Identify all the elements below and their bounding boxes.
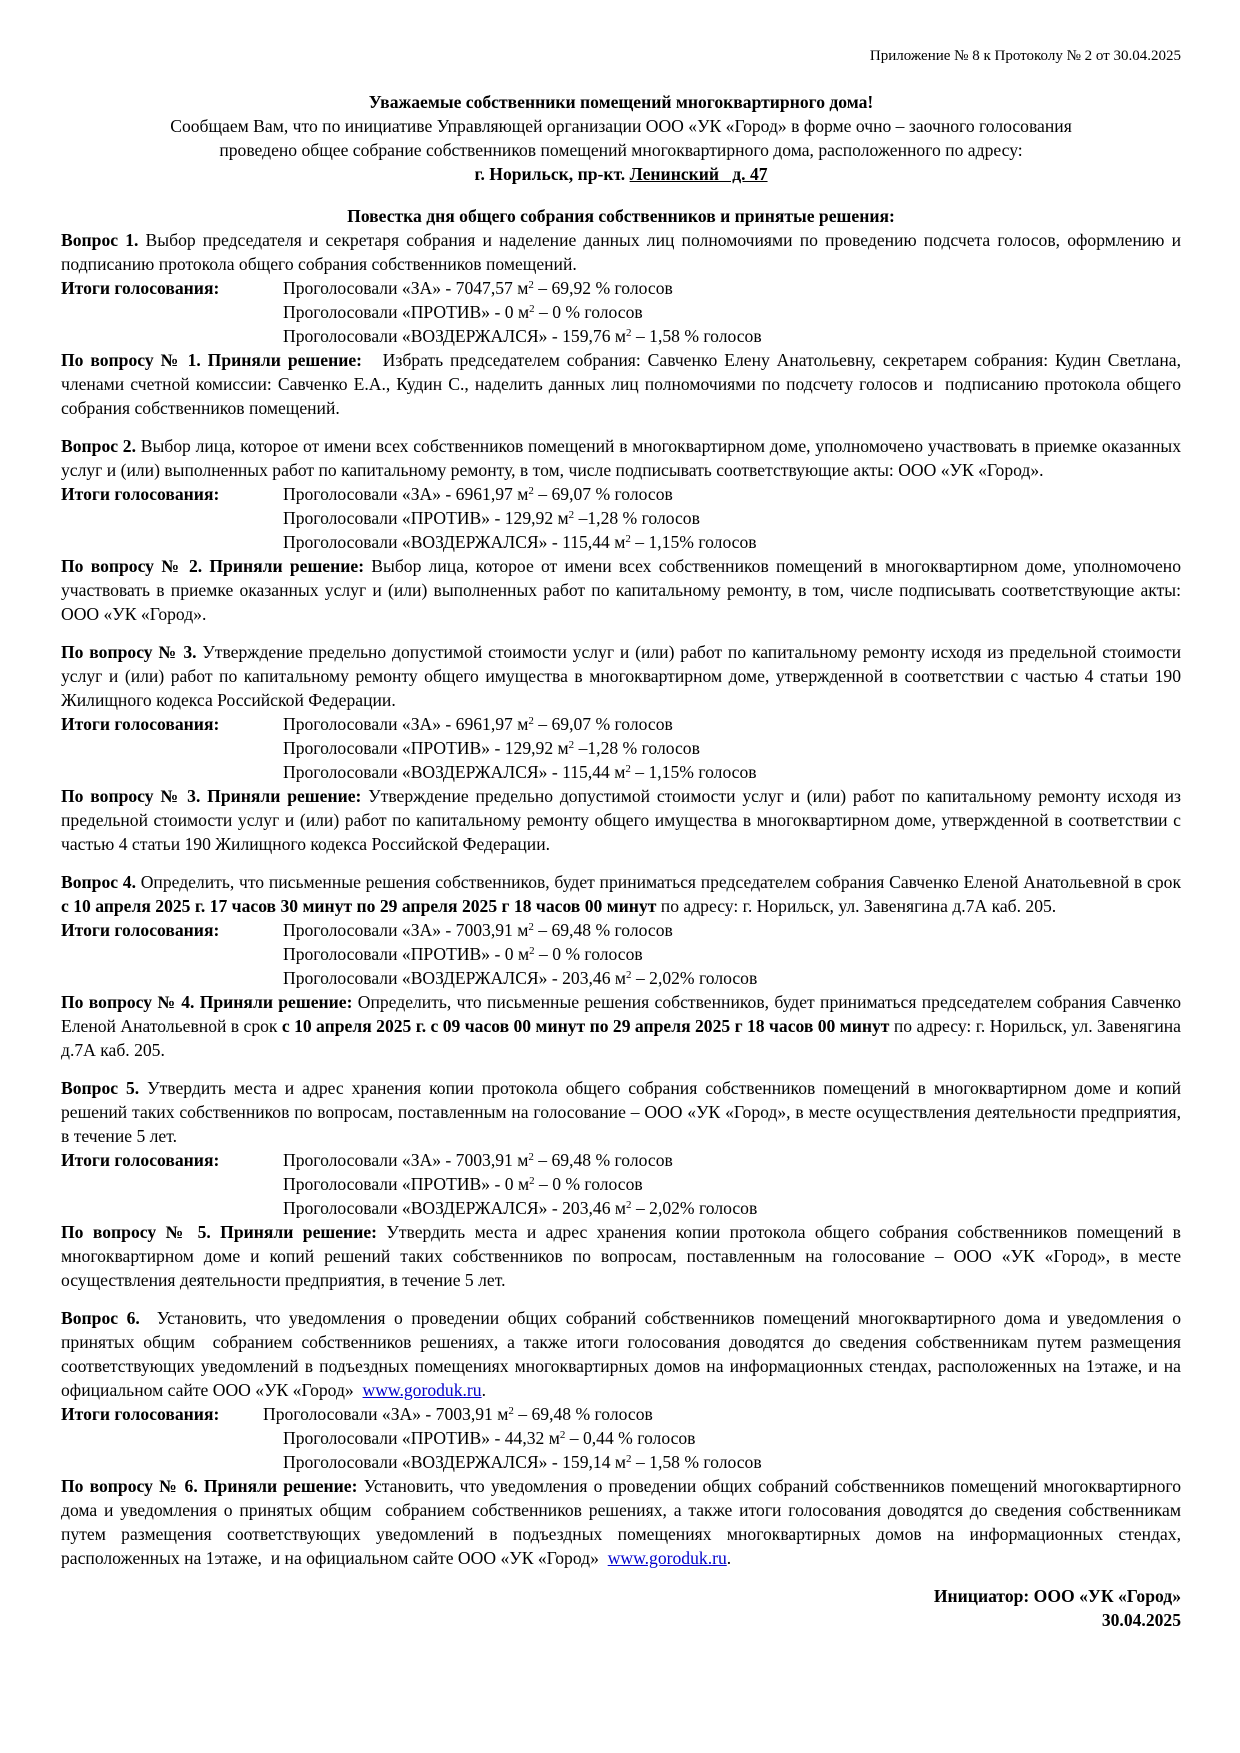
- question-4-results: [61, 918, 1181, 942]
- initiator: Инициатор: ООО «УК «Город»: [933, 1586, 1181, 1606]
- results-label: Итоги голосования:: [61, 484, 220, 504]
- question-5-decision: По вопросу № 5. Приняли решение: Утвердить места и адрес хранения копии протокола общего собрания собственников помещений в многоквартирном доме и копий решений таких собственников по вопросам, поставленным на голосование – ООО «УК «Город», в месте осуществления деятельности предприятия, в течение 5 лет.: [61, 1222, 1181, 1290]
- question-3-decision: По вопросу № 3. Приняли решение: Утверждение предельно допустимой стоимости услуг и (или) работ по капитальному ремонту исходя из предельной стоимости услуг и (или) работ по капитальному ремонту общего имущества в многоквартирном доме, утвержденной в соответствии с частью 4 статьи 190 Жилищного кодекса Российской Федерации.: [61, 786, 1182, 854]
- address-prefix: г. Норильск, пр-кт.: [474, 164, 626, 184]
- question-3-text: Утверждение предельно допустимой стоимости услуг и (или) работ по капитальному ремонту исходя из предельной стоимости услуг и (или) работ по капитальному ремонту общего имущества в многоквартирном доме, утвержденной в соответствии с частью 4 статьи 190 Жилищного кодекса Российской Федерации.: [61, 642, 1181, 710]
- question-3: [61, 640, 1181, 856]
- vote-abstain: Проголосовали «ВОЗДЕРЖАЛСЯ» - 159,76 $м^2 - 1,58$ % голосов: [283, 326, 762, 346]
- vote-for: Проголосовали «ЗА» - 6961,97 $м^2 - 69,07$ % голосов: [283, 714, 673, 734]
- intro-line-2: проведено общее собрание собственников помещений многоквартирного дома, расположенного по адресу:: [219, 140, 1023, 160]
- question-5-results: [61, 1148, 1181, 1172]
- vote-for: Проголосовали «ЗА» - 7003,91 $м^2 - 69,48$ % голосов: [283, 920, 673, 940]
- vote-against: Проголосовали «ПРОТИВ» - 129,92 $м^2$ –1,28 % голосов: [283, 508, 700, 528]
- vote-against: Проголосовали «ПРОТИВ» - 0 $м^2 - 0$ % голосов: [283, 1174, 643, 1194]
- question-4-period: с 10 апреля 2025 г. 17 часов 30 минут по 29 апреля 2025 г 18 часов 00 минут: [61, 896, 657, 916]
- vote-against: Проголосовали «ПРОТИВ» - 129,92 $м^2$ –1,28 % голосов: [283, 738, 700, 758]
- vote-for: Проголосовали «ЗА» - 7003,91 $м^2 - 69,48$ % голосов: [263, 1404, 653, 1424]
- address-line: [61, 162, 1181, 186]
- question-2-decision: По вопросу № 2. Приняли решение: Выбор лица, которое от имени всех собственников помещений в многоквартирном доме, уполномочено участвовать в приемке оказанных услуг и (или) выполненных работ по капитальному ремонту, в том, числе подписывать соответствующие акты: ООО «УК «Город».: [61, 556, 1181, 624]
- question-4: Вопрос 4. Определить, что письменные решения собственников, будет приниматься председателем собрания Савченко Еленой Анатольевной в срок с 10 апреля 2025 г. 17 часов 30 минут по 29 апреля 2025 г 18 часов 00 минут по адресу: г. Норильск, ул. Завенягина д.7А каб. 205. Итоги голосования: Проголосовали «ЗА» - 7003,91 $м^2 - 69,48$ % голосов Проголосовали «ПРОТИВ» - 0 $м^2 - 0$ % голосов Проголосовали «ВОЗДЕРЖАЛСЯ» - 203,46 $м^2 - 2,02\%$ голосов По вопросу № 4. Приняли решение: Определить, что письменные решения собственников, будет приниматься председателем собрания Савченко Еленой Анатольевной в срок с 10 апреля 2025 г. с 09 часов 00 минут по 29 апреля 2025 г 18 часов 00 минут по адресу: г. Норильск, ул. Завенягина д.7А каб. 205.: [61, 872, 1181, 1060]
- website-link[interactable]: www.goroduk.ru: [607, 1548, 727, 1568]
- question-5-text: Утвердить места и адрес хранения копии протокола общего собрания собственников помещений в многоквартирном доме и копий решений таких собственников по вопросам, поставленным на голосование – ООО «УК «Город», в месте осуществления деятельности предприятия, в течение 5 лет.: [61, 1078, 1181, 1146]
- results-label: Итоги голосования:: [61, 278, 220, 298]
- question-3-label: По вопросу № 3.: [61, 642, 197, 662]
- vote-for: Проголосовали «ЗА» - 6961,97 $м^2 - 69,07$ % голосов: [283, 484, 673, 504]
- results-label: Итоги голосования:: [61, 714, 220, 734]
- vote-against: Проголосовали «ПРОТИВ» - 44,32 $м^2 - 0,44$ % голосов: [283, 1428, 696, 1448]
- question-2: [61, 434, 1181, 626]
- signature-date: 30.04.2025: [1101, 1610, 1181, 1630]
- document-content: [61, 46, 1186, 1632]
- question-4-label: Вопрос 4.: [61, 872, 136, 892]
- results-label: Итоги голосования:: [61, 1404, 220, 1424]
- question-1-results: [61, 276, 1181, 300]
- question-4-decision: По вопросу № 4. Приняли решение: Определить, что письменные решения собственников, будет приниматься председателем собрания Савченко Еленой Анатольевной в срок с 10 апреля 2025 г. с 09 часов 00 минут по 29 апреля 2025 г 18 часов 00 минут по адресу: г. Норильск, ул. Завенягина д.7А каб. 205.: [61, 992, 1181, 1060]
- question-6-decision: По вопросу № 6. Приняли решение: Установить, что уведомления о проведении общих собраний собственников помещений многоквартирного дома и уведомления о принятых общим собранием собственников решениях, а также итоги голосования доводятся до сведения собственникам путем размещения соответствующих уведомлений в подъездных помещениях многоквартирных домов на информационных стендах, расположенных на 1этаже, и на официальном сайте ООО «УК «Город» www.goroduk.ru.: [61, 1476, 1186, 1568]
- question-2-results: [61, 482, 1181, 506]
- question-2-text: Выбор лица, которое от имени всех собственников помещений в многоквартирном доме, уполномочено участвовать в приемке оказанных услуг и (или) выполненных работ по капитальному ремонту, в том, числе подписывать соответствующие акты: ООО «УК «Город».: [61, 436, 1181, 480]
- vote-for: Проголосовали «ЗА» - 7047,57 $м^2 - 69,92$ % голосов: [283, 278, 673, 298]
- question-6: Вопрос 6. Установить, что уведомления о проведении общих собраний собственников помещений многоквартирного дома и уведомления о принятых общим собранием собственников решениях, а также итоги голосования доводятся до сведения собственникам путем размещения соответствующих уведомлений в подъездных помещениях многоквартирных домов на информационных стендах, расположенных на 1этаже, и на официальном сайте ООО «УК «Город» www.goroduk.ru. Итоги голосования: Проголосовали «ЗА» - 7003,91 $м^2 - 69,48$ % голосов Проголосовали «ПРОТИВ» - 44,32 $м^2 - 0,44$ % голосов Проголосовали «ВОЗДЕРЖАЛСЯ» - 159,14 $м^2 - 1,58$ % голосов По вопросу № 6. Приняли решение: Установить, что уведомления о проведении общих собраний собственников помещений многоквартирного дома и уведомления о принятых общим собранием собственников решениях, а также итоги голосования доводятся до сведения собственникам путем размещения соответствующих уведомлений в подъездных помещениях многоквартирных домов на информационных стендах, расположенных на 1этаже, и на официальном сайте ООО «УК «Город» www.goroduk.ru.: [61, 1308, 1186, 1568]
- question-1: [61, 228, 1186, 420]
- vote-against: Проголосовали «ПРОТИВ» - 0 $м^2 - 0$ % голосов: [283, 302, 643, 322]
- results-label: Итоги голосования:: [61, 1150, 220, 1170]
- question-1-text: Выбор председателя и секретаря собрания и наделение данных лиц полномочиями по проведению подсчета голосов, оформлению и подписанию протокола общего собрания собственников помещений.: [61, 230, 1181, 274]
- intro-line-1: Сообщаем Вам, что по инициативе Управляющей организации ООО «УК «Город» в форме очно – заочного голосования: [170, 116, 1072, 136]
- vote-abstain: Проголосовали «ВОЗДЕРЖАЛСЯ» - 115,44 $м^2 - 1,15\%$ голосов: [283, 532, 757, 552]
- vote-abstain: Проголосовали «ВОЗДЕРЖАЛСЯ» - 115,44 $м^2 - 1,15\%$ голосов: [283, 762, 757, 782]
- question-1-label: Вопрос 1.: [61, 230, 139, 250]
- question-5: [61, 1076, 1181, 1292]
- signature-block: [61, 1584, 1181, 1632]
- question-2-label: Вопрос 2.: [61, 436, 136, 456]
- question-5-label: Вопрос 5.: [61, 1078, 140, 1098]
- vote-for: Проголосовали «ЗА» - 7003,91 $м^2 - 69,48$ % голосов: [283, 1150, 673, 1170]
- greeting-heading: Уважаемые собственники помещений многоквартирного дома!: [368, 92, 874, 112]
- vote-abstain: Проголосовали «ВОЗДЕРЖАЛСЯ» - 203,46 $м^2 - 2,02\%$ голосов: [283, 968, 758, 988]
- agenda-title: Повестка дня общего собрания собственников и принятые решения:: [347, 206, 895, 226]
- question-1-decision: По вопросу № 1. Приняли решение: Избрать председателем собрания: Савченко Елену Анатольевну, секретарем собрания: Кудин Светлана, членами счетной комиссии: Савченко Е.А., Кудин С., наделить данных лиц полномочиями по подсчету голосов и подписанию протокола общего собрания собственников помещений.: [61, 350, 1186, 418]
- question-3-results: [61, 712, 1181, 736]
- question-6-results: [61, 1402, 1181, 1426]
- results-label: Итоги голосования:: [61, 920, 220, 940]
- annex-note: Приложение № 8 к Протоколу № 2 от 30.04.2025: [869, 48, 1181, 64]
- vote-abstain: Проголосовали «ВОЗДЕРЖАЛСЯ» - 159,14 $м^2 - 1,58$ % голосов: [283, 1452, 762, 1472]
- website-link[interactable]: www.goroduk.ru: [362, 1380, 482, 1400]
- question-6-label: Вопрос 6.: [61, 1308, 140, 1328]
- address-street: Ленинский д. 47: [629, 164, 768, 184]
- vote-against: Проголосовали «ПРОТИВ» - 0 $м^2 - 0$ % голосов: [283, 944, 643, 964]
- vote-abstain: Проголосовали «ВОЗДЕРЖАЛСЯ» - 203,46 $м^2 - 2,02\%$ голосов: [283, 1198, 758, 1218]
